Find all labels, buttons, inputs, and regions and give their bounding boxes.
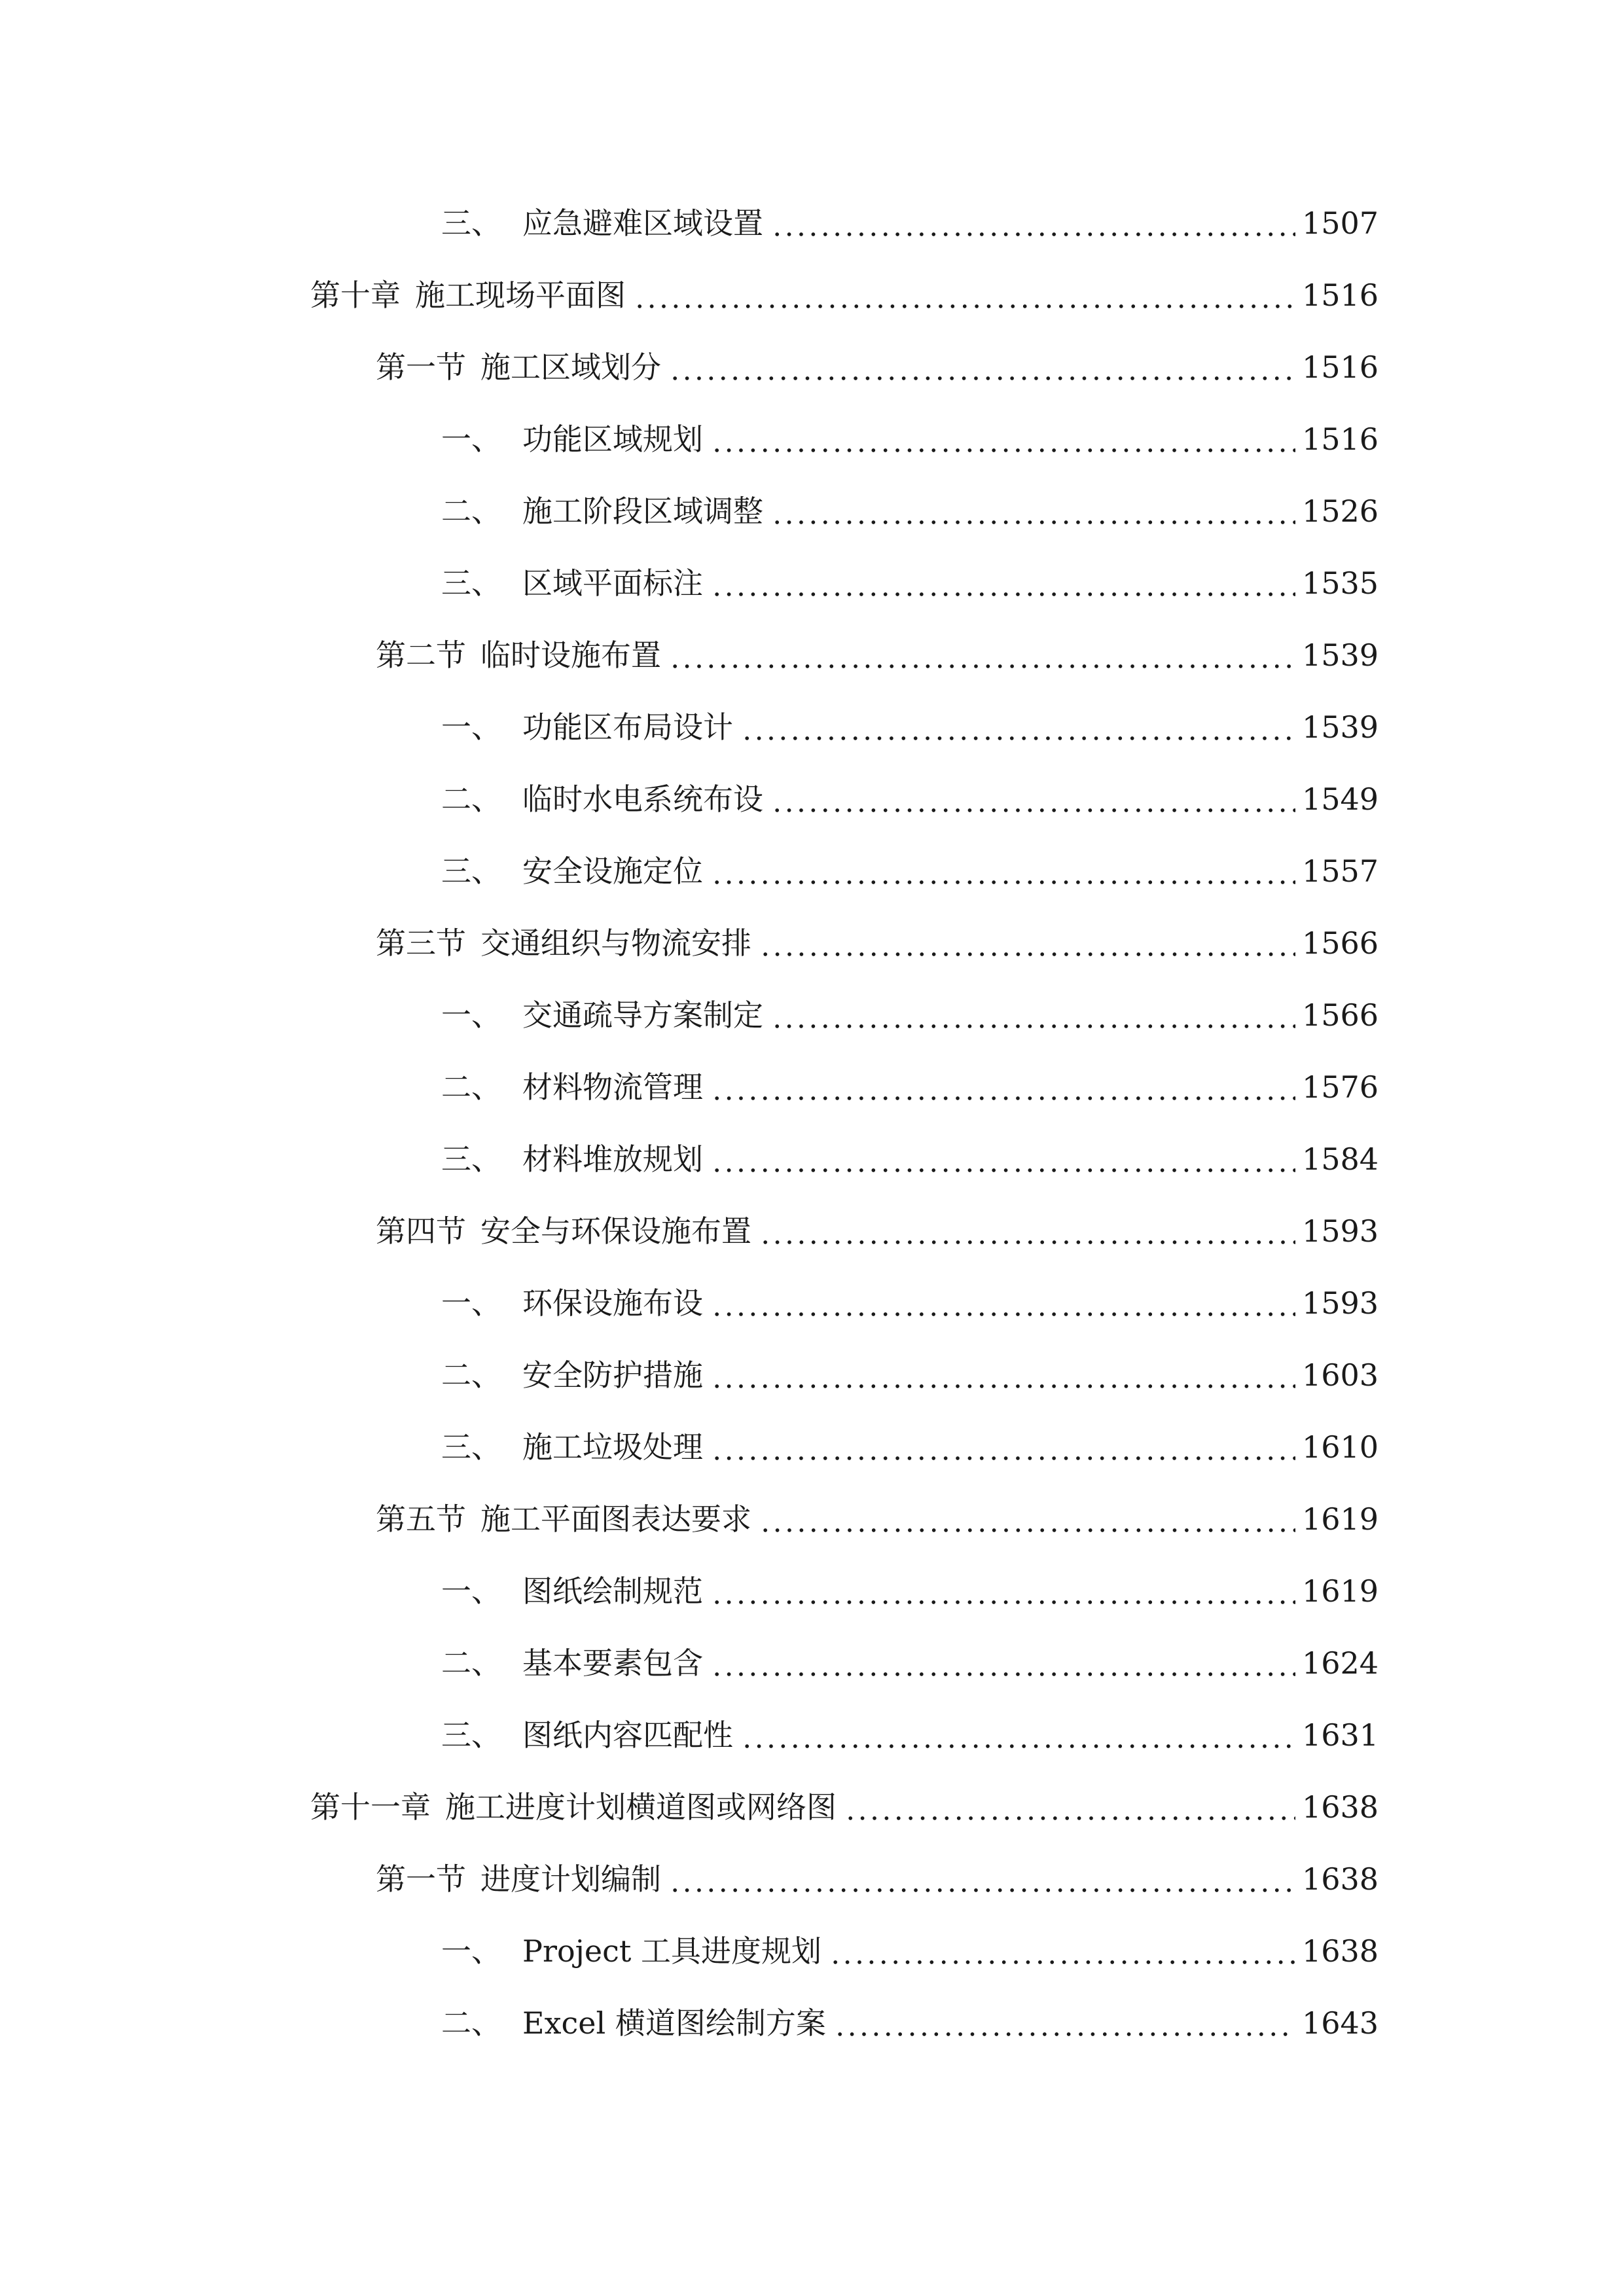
toc-entry[interactable]	[0, 1195, 1624, 1267]
toc-entry-page-number: 1566	[1302, 925, 1379, 961]
toc-entry-label	[441, 1069, 708, 1105]
toc-entry-page-number: 1619	[1302, 1501, 1379, 1537]
dot-leader	[844, 1792, 1295, 1822]
toc-entry[interactable]	[0, 1843, 1624, 1915]
toc-entry-page-number: 1507	[1302, 206, 1379, 241]
table-of-contents	[0, 187, 1624, 2059]
toc-entry-page-number: 1638	[1302, 1861, 1379, 1897]
toc-entry-title: Excel 横道图绘制方案	[522, 2005, 826, 2041]
toc-entry[interactable]	[0, 1699, 1624, 1771]
dot-leader	[634, 280, 1295, 310]
dot-leader	[669, 352, 1295, 382]
toc-entry-page-number: 1557	[1302, 853, 1379, 889]
toc-entry[interactable]	[0, 907, 1624, 979]
toc-entry-label	[441, 1357, 708, 1393]
toc-entry-marker: 三、	[441, 206, 501, 241]
toc-entry-title: 应急避难区域设置	[522, 206, 763, 241]
toc-entry-title: 交通疏导方案制定	[522, 997, 763, 1033]
toc-entry[interactable]	[0, 979, 1624, 1051]
toc-entry-title: 安全设施定位	[522, 853, 703, 889]
toc-entry-page-number: 1631	[1302, 1717, 1379, 1753]
toc-entry-marker: 第二节	[376, 637, 466, 673]
toc-entry[interactable]	[0, 1987, 1624, 2059]
toc-entry-marker: 一、	[441, 422, 501, 457]
toc-entry-marker: 一、	[441, 997, 501, 1033]
toc-entry[interactable]	[0, 187, 1624, 259]
toc-entry-marker: 第三节	[376, 925, 466, 961]
toc-entry-label	[310, 278, 631, 313]
dot-leader	[771, 208, 1295, 238]
dot-leader	[834, 2008, 1295, 2038]
toc-entry-marker: 二、	[441, 2005, 501, 2041]
toc-entry-marker: 二、	[441, 781, 501, 817]
dot-leader	[759, 1504, 1295, 1534]
toc-entry-marker: 第一节	[376, 1861, 466, 1897]
toc-entry-page-number: 1535	[1302, 565, 1379, 601]
toc-entry-label	[441, 493, 768, 529]
dot-leader	[669, 640, 1295, 670]
toc-entry[interactable]	[0, 1411, 1624, 1483]
toc-entry-label	[441, 1645, 708, 1681]
toc-entry-page-number: 1516	[1302, 350, 1379, 385]
toc-entry-title: 施工区域划分	[480, 350, 661, 385]
toc-entry[interactable]	[0, 403, 1624, 475]
toc-entry-label	[441, 1285, 708, 1321]
toc-entry-title: 施工垃圾处理	[522, 1429, 703, 1465]
toc-entry-marker: 三、	[441, 565, 501, 601]
toc-entry-page-number: 1526	[1302, 493, 1379, 529]
toc-entry-marker: 一、	[441, 1573, 501, 1609]
dot-leader	[741, 1720, 1295, 1750]
toc-entry-title: 区域平面标注	[522, 565, 703, 601]
dot-leader	[711, 1144, 1295, 1174]
toc-entry-page-number: 1593	[1302, 1285, 1379, 1321]
toc-entry-marker: 第十一章	[310, 1789, 431, 1825]
toc-entry-page-number: 1549	[1302, 781, 1379, 817]
toc-entry[interactable]	[0, 331, 1624, 403]
toc-entry-title: 安全与环保设施布置	[480, 1213, 751, 1249]
toc-entry[interactable]	[0, 1771, 1624, 1843]
toc-entry-marker: 二、	[441, 1645, 501, 1681]
toc-entry-page-number: 1539	[1302, 709, 1379, 745]
toc-entry[interactable]	[0, 619, 1624, 691]
toc-entry-label	[376, 1861, 666, 1897]
toc-entry-page-number: 1643	[1302, 2005, 1379, 2041]
dot-leader	[711, 568, 1295, 598]
toc-entry-marker: 三、	[441, 1141, 501, 1177]
toc-entry-label	[376, 1501, 757, 1537]
toc-entry-label	[376, 350, 666, 385]
toc-entry[interactable]	[0, 835, 1624, 907]
toc-entry-label	[441, 2005, 831, 2041]
toc-entry-page-number: 1516	[1302, 278, 1379, 313]
toc-entry-label	[376, 1213, 757, 1249]
toc-entry-page-number: 1584	[1302, 1141, 1379, 1177]
toc-entry-page-number: 1603	[1302, 1357, 1379, 1393]
toc-entry-title: 进度计划编制	[480, 1861, 661, 1897]
toc-entry[interactable]	[0, 1627, 1624, 1699]
toc-entry-marker: 三、	[441, 1429, 501, 1465]
toc-entry-marker: 二、	[441, 1069, 501, 1105]
toc-entry-title: 环保设施布设	[522, 1285, 703, 1321]
toc-entry-label	[441, 1429, 708, 1465]
toc-entry-label	[441, 853, 708, 889]
dot-leader	[829, 1936, 1295, 1966]
toc-entry-marker: 二、	[441, 1357, 501, 1393]
toc-entry-title: 图纸绘制规范	[522, 1573, 703, 1609]
dot-leader	[759, 1216, 1295, 1246]
dot-leader	[771, 1000, 1295, 1030]
toc-entry-label	[441, 206, 768, 241]
dot-leader	[711, 1576, 1295, 1606]
toc-entry[interactable]	[0, 1123, 1624, 1195]
toc-entry-label	[441, 1933, 827, 1969]
toc-entry[interactable]	[0, 547, 1624, 619]
toc-entry[interactable]	[0, 1267, 1624, 1339]
toc-entry-page-number: 1576	[1302, 1069, 1379, 1105]
toc-entry-title: 交通组织与物流安排	[480, 925, 751, 961]
toc-entry-marker: 一、	[441, 709, 501, 745]
toc-entry-title: 临时设施布置	[480, 637, 661, 673]
dot-leader	[771, 784, 1295, 814]
toc-entry-marker: 二、	[441, 493, 501, 529]
toc-entry-page-number: 1638	[1302, 1933, 1379, 1969]
dot-leader	[711, 1072, 1295, 1102]
dot-leader	[711, 1360, 1295, 1390]
dot-leader	[711, 1432, 1295, 1462]
dot-leader	[771, 496, 1295, 526]
toc-entry-label	[441, 1717, 738, 1753]
dot-leader	[711, 856, 1295, 886]
toc-entry[interactable]	[0, 1483, 1624, 1555]
dot-leader	[711, 424, 1295, 454]
toc-entry-label	[441, 1141, 708, 1177]
toc-entry-marker: 第十章	[310, 278, 401, 313]
toc-entry-marker: 一、	[441, 1285, 501, 1321]
toc-entry-title: 基本要素包含	[522, 1645, 703, 1681]
toc-entry[interactable]	[0, 1051, 1624, 1123]
dot-leader	[759, 928, 1295, 958]
toc-entry-page-number: 1624	[1302, 1645, 1379, 1681]
toc-entry-title: 材料物流管理	[522, 1069, 703, 1105]
toc-entry-label	[441, 709, 738, 745]
toc-entry[interactable]	[0, 691, 1624, 763]
toc-entry-marker: 第一节	[376, 350, 466, 385]
toc-entry-label	[441, 997, 768, 1033]
toc-entry-marker: 第四节	[376, 1213, 466, 1249]
toc-entry-marker: 一、	[441, 1933, 501, 1969]
toc-entry-label	[441, 1573, 708, 1609]
toc-entry-title: 施工进度计划横道图或网络图	[445, 1789, 837, 1825]
dot-leader	[711, 1648, 1295, 1678]
toc-entry[interactable]	[0, 1915, 1624, 1987]
dot-leader	[741, 712, 1295, 742]
toc-entry-label	[310, 1789, 842, 1825]
toc-entry-marker: 三、	[441, 853, 501, 889]
toc-entry-page-number: 1516	[1302, 422, 1379, 457]
toc-entry-label	[441, 422, 708, 457]
toc-entry-label	[441, 565, 708, 601]
toc-entry-page-number: 1539	[1302, 637, 1379, 673]
toc-entry-title: 施工平面图表达要求	[480, 1501, 751, 1537]
toc-entry-page-number: 1619	[1302, 1573, 1379, 1609]
toc-entry-title: 临时水电系统布设	[522, 781, 763, 817]
toc-entry-title: Project 工具进度规划	[522, 1933, 821, 1969]
toc-entry-marker: 三、	[441, 1717, 501, 1753]
toc-entry-marker: 第五节	[376, 1501, 466, 1537]
toc-entry-page-number: 1566	[1302, 997, 1379, 1033]
toc-entry-title: 功能区域规划	[522, 422, 703, 457]
toc-entry-title: 施工阶段区域调整	[522, 493, 763, 529]
toc-entry-page-number: 1638	[1302, 1789, 1379, 1825]
toc-entry[interactable]	[0, 1555, 1624, 1627]
dot-leader	[669, 1864, 1295, 1894]
toc-entry-title: 材料堆放规划	[522, 1141, 703, 1177]
toc-entry-title: 安全防护措施	[522, 1357, 703, 1393]
toc-entry-title: 施工现场平面图	[415, 278, 626, 313]
toc-entry[interactable]	[0, 1339, 1624, 1411]
toc-entry-label	[441, 781, 768, 817]
toc-entry[interactable]	[0, 259, 1624, 331]
toc-entry-label	[376, 925, 757, 961]
dot-leader	[711, 1288, 1295, 1318]
toc-entry-label	[376, 637, 666, 673]
toc-entry[interactable]	[0, 763, 1624, 835]
toc-entry-page-number: 1593	[1302, 1213, 1379, 1249]
toc-entry-page-number: 1610	[1302, 1429, 1379, 1465]
toc-entry-title: 图纸内容匹配性	[522, 1717, 733, 1753]
toc-entry-title: 功能区布局设计	[522, 709, 733, 745]
toc-entry[interactable]	[0, 475, 1624, 547]
